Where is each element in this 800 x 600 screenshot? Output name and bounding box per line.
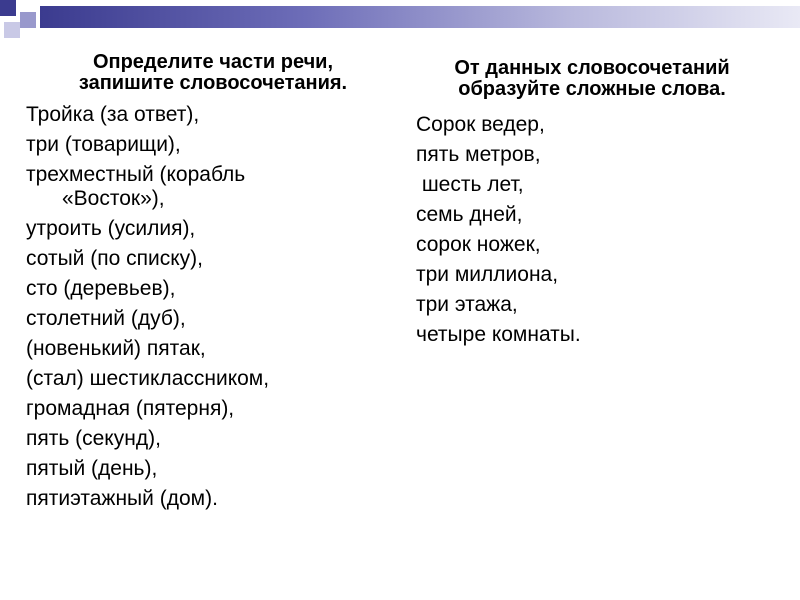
list-item: столетний (дуб), (26, 307, 186, 330)
right-column (416, 58, 756, 350)
list-item: пятиэтажный (дом). (26, 487, 218, 510)
list-item: четыре комнаты. (416, 323, 581, 346)
left-heading: Определите части речи, запишите словосочетания. (78, 51, 348, 94)
list-item: пять метров, (416, 143, 541, 166)
list-item: утроить (усилия), (26, 217, 196, 240)
decor-square-3 (4, 22, 20, 38)
list-item: семь дней, (416, 203, 523, 226)
title-bar-gradient (40, 6, 800, 28)
left-column (26, 52, 386, 514)
list-item: сотый (по списку), (26, 247, 203, 270)
list-item: три этажа, (416, 293, 518, 316)
list-item-line: трехместный (корабль (26, 163, 246, 186)
decor-square-2 (20, 12, 36, 28)
list-item: три миллиона, (416, 263, 559, 286)
list-item: Сорок ведер, (416, 113, 545, 136)
list-item: (стал) шестиклассником, (26, 367, 270, 390)
list-item: Тройка (за ответ), (26, 103, 200, 126)
list-item: шесть лет, (416, 173, 524, 196)
decor-square-1 (0, 0, 16, 16)
list-item: (новенький) пятак, (26, 337, 206, 360)
left-list (26, 100, 386, 514)
list-item: громадная (пятерня), (26, 397, 235, 420)
list-item: сто (деревьев), (26, 277, 176, 300)
right-list (416, 110, 756, 350)
list-item: сорок ножек, (416, 233, 541, 256)
list-item-wrapped (26, 160, 386, 214)
right-heading: От данных словосочетаний образуйте сложные слова. (454, 57, 730, 100)
list-item-line-continued: «Восток»), (62, 187, 165, 210)
list-item: три (товарищи), (26, 133, 181, 156)
list-item: пятый (день), (26, 457, 158, 480)
list-item: пять (секунд), (26, 427, 161, 450)
